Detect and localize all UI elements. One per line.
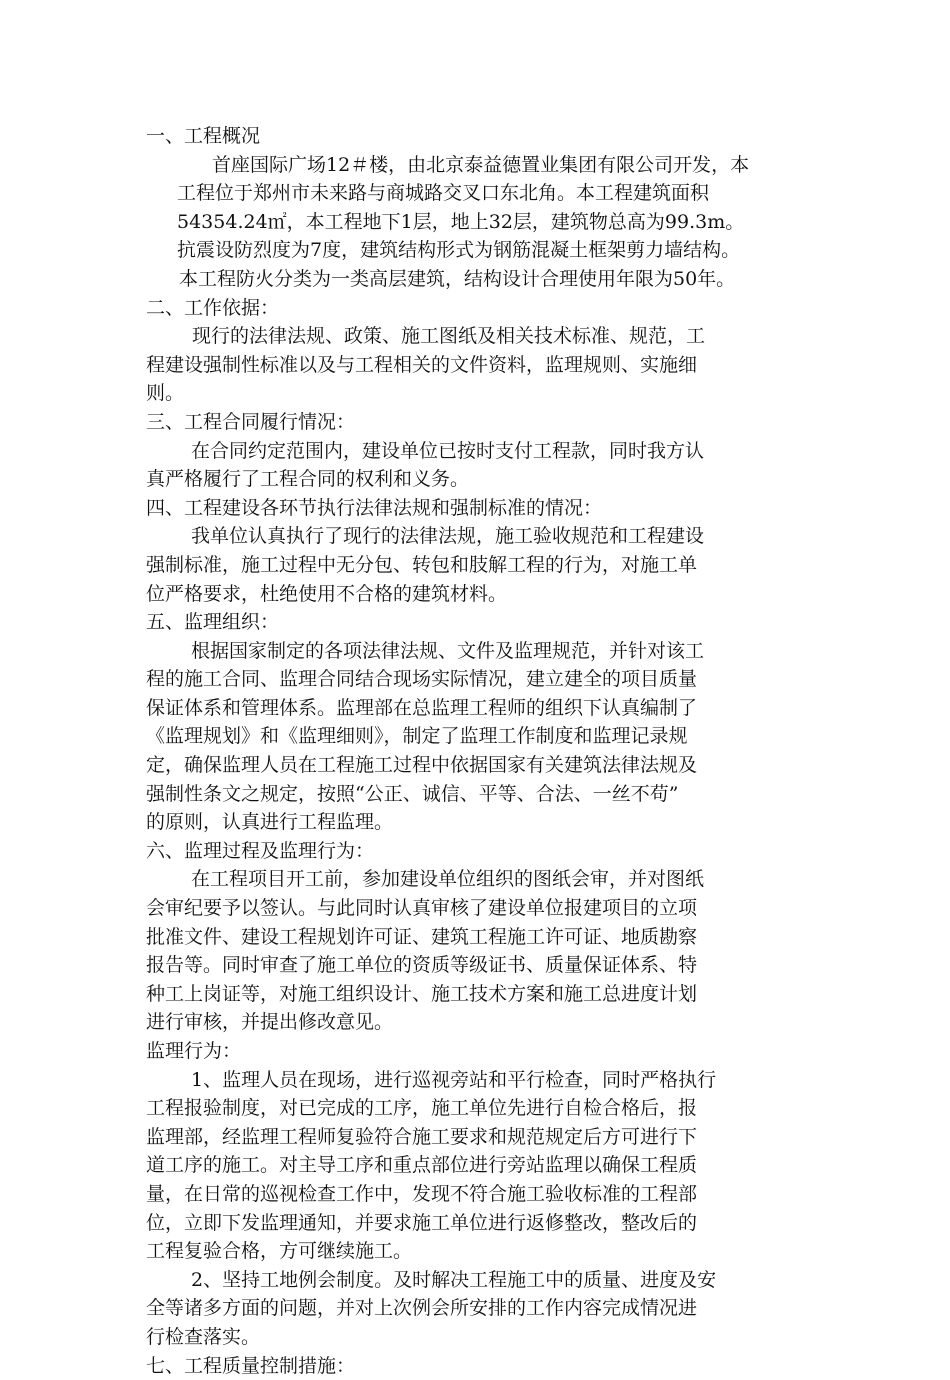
paragraph-line: 2、坚持工地例会制度。及时解决工程施工中的质量、进度及安: [191, 1268, 717, 1291]
subsection-heading: 监理行为：: [146, 1040, 242, 1062]
paragraph-line: 1、监理人员在现场，进行巡视旁站和平行检查，同时严格执行: [191, 1068, 717, 1091]
paragraph-line: 位严格要求，杜绝使用不合格的建筑材料。: [146, 582, 508, 605]
section-heading-2: 二、工作依据：: [146, 296, 280, 319]
paragraph-line: 抗震设防烈度为7度，建筑结构形式为钢筋混凝土框架剪力墙结构。: [177, 239, 741, 262]
paragraph-line: 批准文件、建设工程规划许可证、建筑工程施工许可证、地质勘察: [146, 925, 698, 948]
paragraph-line: 量，在日常的巡视检查工作中，发现不符合施工验收标准的工程部: [146, 1182, 698, 1205]
paragraph-line: 本工程防火分类为一类高层建筑，结构设计合理使用年限为50年。: [179, 267, 736, 290]
paragraph-line: 真严格履行了工程合同的权利和义务。: [146, 468, 470, 491]
section-heading-6: 六、监理过程及监理行为：: [146, 839, 375, 862]
paragraph-line: 工程复验合格，方可继续施工。: [146, 1240, 413, 1263]
paragraph-line: 强制标准，施工过程中无分包、转包和肢解工程的行为，对施工单: [146, 553, 698, 576]
paragraph-line: 强制性条文之规定，按照“公正、诚信、平等、合法、一丝不苟”: [146, 782, 679, 805]
paragraph-line: 全等诸多方面的问题，并对上次例会所安排的工作内容完成情况进: [146, 1297, 698, 1320]
paragraph-line: 的原则，认真进行工程监理。: [146, 811, 394, 834]
paragraph-line: 在工程项目开工前，参加建设单位组织的图纸会审，并对图纸: [191, 868, 705, 891]
section-heading-4: 四、工程建设各环节执行法律法规和强制标准的情况：: [146, 496, 603, 519]
paragraph-line: 工程报验制度，对已完成的工序，施工单位先进行自检合格后，报: [146, 1097, 698, 1120]
paragraph-line: 根据国家制定的各项法律法规、文件及监理规范，并针对该工: [191, 639, 705, 662]
paragraph-line: 定，确保监理人员在工程施工过程中依据国家有关建筑法律法规及: [146, 754, 698, 777]
paragraph-line: 道工序的施工。对主导工序和重点部位进行旁站监理以确保工程质: [146, 1154, 698, 1177]
paragraph-line: 首座国际广场12＃楼，由北京泰益德置业集团有限公司开发，本: [212, 153, 750, 176]
section-heading-7: 七、工程质量控制措施：: [146, 1354, 356, 1377]
paragraph-line: 监理部，经监理工程师复验符合施工要求和规范规定后方可进行下: [146, 1125, 698, 1148]
paragraph-line: 在合同约定范围内，建设单位已按时支付工程款，同时我方认: [191, 439, 705, 462]
paragraph-line: 程建设强制性标准以及与工程相关的文件资料，监理规则、实施细: [146, 353, 698, 376]
paragraph-line: 现行的法律法规、政策、施工图纸及相关技术标准、规范，工: [192, 325, 706, 348]
paragraph-line: 报告等。同时审查了施工单位的资质等级证书、质量保证体系、特: [146, 954, 698, 977]
paragraph-line: 种工上岗证等，对施工组织设计、施工技术方案和施工总进度计划: [146, 982, 698, 1005]
paragraph-line: 程的施工合同、监理合同结合现场实际情况，建立建全的项目质量: [146, 668, 698, 691]
section-heading-3: 三、工程合同履行情况：: [146, 410, 356, 433]
paragraph-line: 行检查落实。: [146, 1325, 261, 1348]
paragraph-line: 我单位认真执行了现行的法律法规，施工验收规范和工程建设: [191, 525, 705, 548]
paragraph-line: 进行审核，并提出修改意见。: [146, 1011, 394, 1034]
paragraph-line: 保证体系和管理体系。监理部在总监理工程师的组织下认真编制了: [146, 696, 698, 719]
paragraph-line: 工程位于郑州市未来路与商城路交叉口东北角。本工程建筑面积: [177, 182, 710, 205]
paragraph-line: 《监理规划》和《监理细则》，制定了监理工作制度和监理记录规: [146, 725, 688, 748]
paragraph-line: 则。: [146, 382, 185, 405]
paragraph-line: 会审纪要予以签认。与此同时认真审核了建设单位报建项目的立项: [146, 897, 698, 920]
section-heading-1: 一、工程概况: [146, 125, 261, 147]
document-body: [146, 122, 836, 1380]
paragraph-line: 位，立即下发监理通知，并要求施工单位进行返修整改，整改后的: [146, 1211, 698, 1234]
section-heading-5: 五、监理组织：: [146, 611, 280, 634]
paragraph-line: 54354.24㎡，本工程地下1层，地上32层，建筑物总高为99.3m。: [177, 210, 745, 233]
